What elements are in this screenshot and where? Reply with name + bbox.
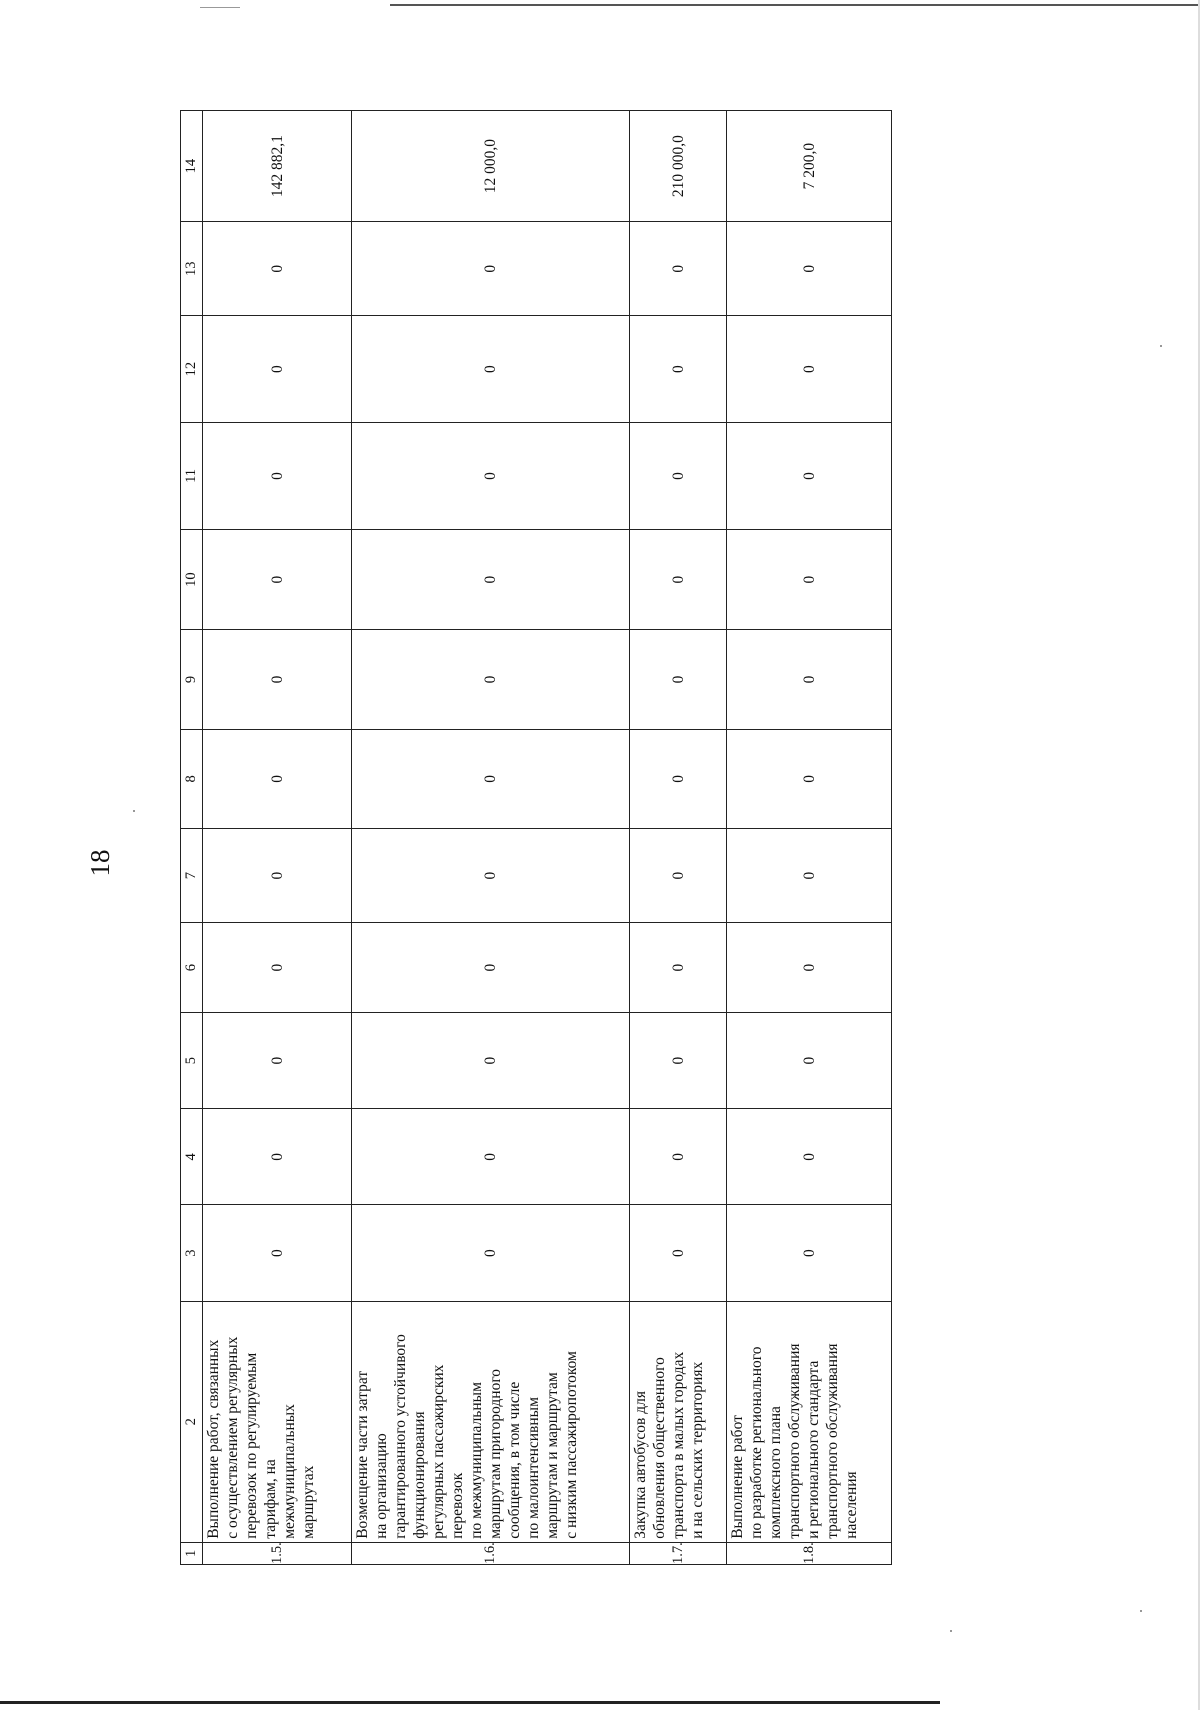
- value-cell: 0: [352, 423, 630, 530]
- value-cell: 0: [352, 1013, 630, 1109]
- value-cell: 0: [203, 316, 352, 423]
- value-cell: 0: [727, 923, 892, 1013]
- description-line: функционирования: [411, 1411, 429, 1539]
- description-line: маршрутах: [300, 1465, 318, 1539]
- column-header: 5: [181, 1013, 203, 1109]
- column-header: 4: [181, 1109, 203, 1205]
- description-line: перевозок по регулируемым: [243, 1352, 261, 1539]
- total-cell: 210 000,0: [630, 111, 727, 222]
- row-number: 1.7.: [630, 1542, 727, 1564]
- value-cell: 0: [352, 1205, 630, 1301]
- column-header: 2: [181, 1301, 203, 1542]
- row-description: [727, 1301, 892, 1542]
- value-cell: 0: [727, 1013, 892, 1109]
- row-description: [630, 1301, 727, 1542]
- description-line: Возмещение части затрат: [354, 1370, 372, 1539]
- description-line: по разработке регионального: [748, 1346, 766, 1539]
- value-cell: 0: [352, 630, 630, 729]
- value-cell: 0: [630, 923, 727, 1013]
- value-cell: 0: [727, 1109, 892, 1205]
- column-header: 11: [181, 423, 203, 530]
- scan-line-bottom: [0, 1701, 940, 1704]
- column-header: 10: [181, 529, 203, 629]
- row-description: [352, 1301, 630, 1542]
- value-cell: 0: [352, 729, 630, 828]
- value-cell: 0: [203, 630, 352, 729]
- description-line: обновления общественного: [651, 1357, 669, 1539]
- value-cell: 0: [352, 222, 630, 316]
- scan-dust: [133, 810, 135, 812]
- value-cell: 0: [630, 1205, 727, 1301]
- table-row: [352, 111, 630, 1565]
- page-number: 18: [85, 849, 115, 877]
- value-cell: 0: [203, 829, 352, 923]
- value-cell: 0: [352, 923, 630, 1013]
- value-cell: 0: [203, 923, 352, 1013]
- description-line: комплексного плана: [767, 1406, 785, 1539]
- description-line: и регионального стандарта: [805, 1360, 823, 1539]
- value-cell: 0: [727, 423, 892, 530]
- value-cell: 0: [727, 630, 892, 729]
- description-line: с низким пассажиропотоком: [563, 1351, 581, 1539]
- scan-line-top: [390, 4, 1198, 6]
- description-line: Выполнение работ, связанных: [205, 1339, 223, 1539]
- column-header: 9: [181, 630, 203, 729]
- value-cell: 0: [727, 316, 892, 423]
- value-cell: 0: [630, 316, 727, 423]
- value-cell: 0: [203, 423, 352, 530]
- value-cell: 0: [203, 529, 352, 629]
- column-header: 7: [181, 829, 203, 923]
- description-line: сообщения, в том числе: [506, 1381, 524, 1539]
- header-row: [181, 111, 203, 1565]
- column-header: 12: [181, 316, 203, 423]
- value-cell: 0: [352, 1109, 630, 1205]
- table-row: [203, 111, 352, 1565]
- description-line: маршрутам пригородного: [487, 1368, 505, 1539]
- value-cell: 0: [630, 729, 727, 828]
- value-cell: 0: [352, 316, 630, 423]
- description-line: транспортного обслуживания: [824, 1343, 842, 1539]
- scan-dust: [950, 1630, 952, 1632]
- description-line: на организацию: [373, 1433, 391, 1539]
- value-cell: 0: [352, 829, 630, 923]
- description-line: перевозок: [449, 1472, 467, 1539]
- column-header: 13: [181, 222, 203, 316]
- row-number: 1.5.: [203, 1542, 352, 1564]
- description-line: Выполнение работ: [729, 1415, 747, 1539]
- description-line: гарантированного устойчивого: [392, 1334, 410, 1539]
- row-number: 1.6.: [352, 1542, 630, 1564]
- value-cell: 0: [203, 1013, 352, 1109]
- column-header: 6: [181, 923, 203, 1013]
- row-number: 1.8.: [727, 1542, 892, 1564]
- total-cell: 142 882,1: [203, 111, 352, 222]
- description-line: Закупка автобусов для: [632, 1390, 650, 1539]
- value-cell: 0: [203, 1109, 352, 1205]
- description-line: с осуществлением регулярных: [224, 1336, 242, 1539]
- value-cell: 0: [727, 1205, 892, 1301]
- value-cell: 0: [352, 529, 630, 629]
- description-line: тарифам, на: [262, 1459, 280, 1539]
- value-cell: 0: [630, 630, 727, 729]
- scan-dust: [1160, 345, 1162, 347]
- column-header: 1: [181, 1542, 203, 1564]
- description-line: регулярных пассажирских: [430, 1364, 448, 1539]
- table-row: [727, 111, 892, 1565]
- total-cell: 7 200,0: [727, 111, 892, 222]
- value-cell: 0: [203, 729, 352, 828]
- table-row: [630, 111, 727, 1565]
- value-cell: 0: [630, 222, 727, 316]
- row-description: [203, 1301, 352, 1542]
- value-cell: 0: [630, 1013, 727, 1109]
- scan-tick-top: [200, 7, 240, 8]
- description-line: транспортного обслуживания: [786, 1343, 804, 1539]
- description-line: населения: [843, 1471, 861, 1539]
- value-cell: 0: [630, 829, 727, 923]
- value-cell: 0: [630, 423, 727, 530]
- budget-table: [180, 110, 892, 1565]
- scan-dust: [1140, 1610, 1142, 1612]
- column-header: 8: [181, 729, 203, 828]
- column-header: 14: [181, 111, 203, 222]
- description-line: маршрутам и маршрутам: [544, 1372, 562, 1539]
- description-line: по межмуниципальным: [468, 1382, 486, 1539]
- value-cell: 0: [630, 529, 727, 629]
- value-cell: 0: [203, 1205, 352, 1301]
- total-cell: 12 000,0: [352, 111, 630, 222]
- rotated-table-container: [180, 110, 892, 1565]
- column-header: 3: [181, 1205, 203, 1301]
- description-line: по малоинтенсивным: [525, 1397, 543, 1539]
- description-line: межмуниципальных: [281, 1404, 299, 1539]
- value-cell: 0: [727, 529, 892, 629]
- value-cell: 0: [727, 222, 892, 316]
- value-cell: 0: [203, 222, 352, 316]
- description-line: и на сельских территориях: [689, 1361, 707, 1539]
- value-cell: 0: [727, 829, 892, 923]
- value-cell: 0: [727, 729, 892, 828]
- description-line: транспорта в малых городах: [670, 1351, 688, 1539]
- value-cell: 0: [630, 1109, 727, 1205]
